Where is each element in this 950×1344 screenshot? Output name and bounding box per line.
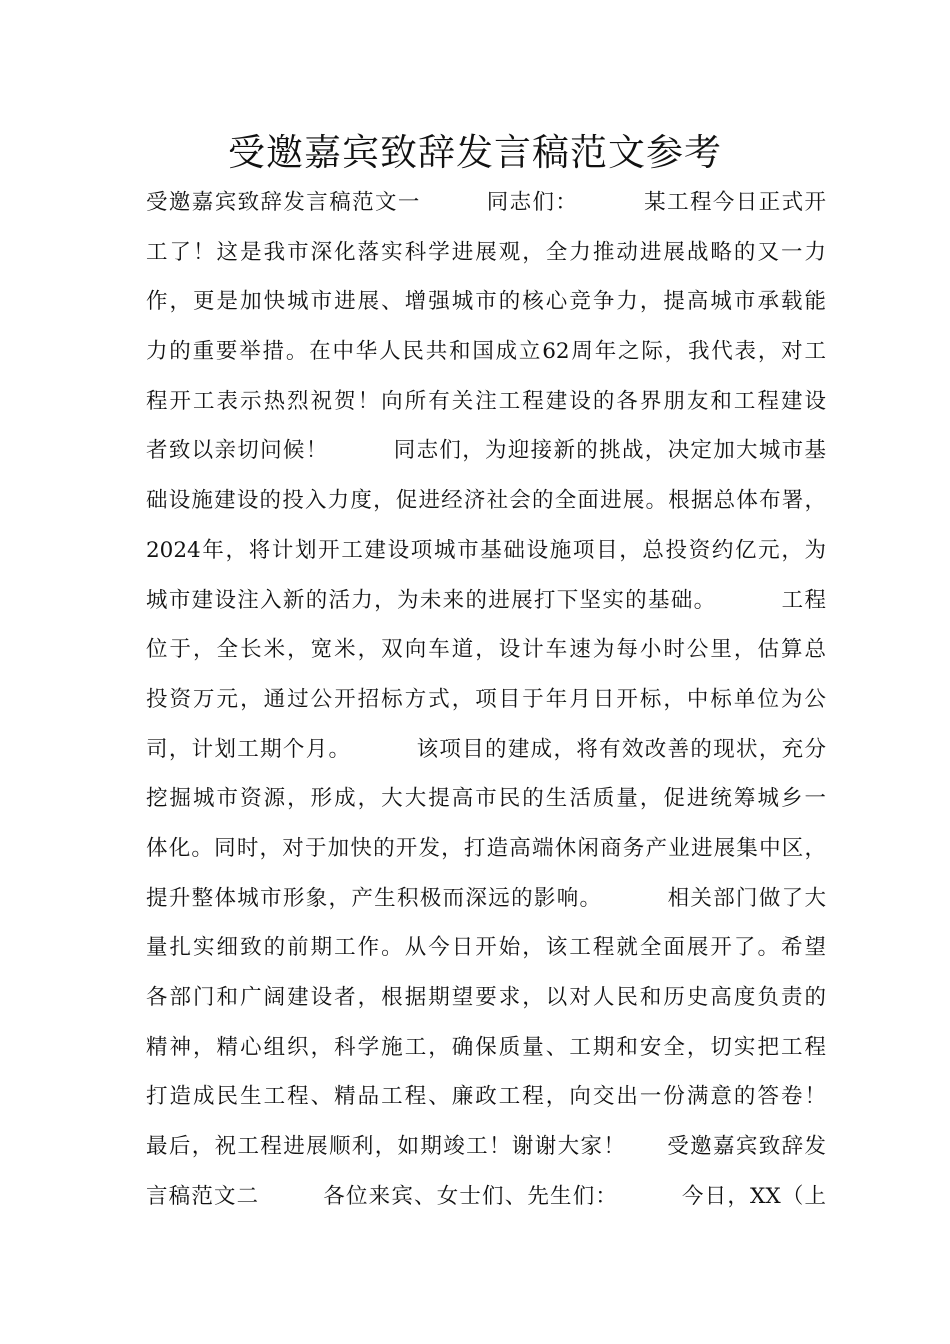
- text-line: 位于，全长米，宽米，双向车道，设计车速为每小时公里，估算总: [146, 637, 826, 663]
- document-title: 受邀嘉宾致辞发言稿范文参考: [228, 131, 722, 174]
- text-line: 体化。同时，对于加快的开发，打造高端休闲商务产业进展集中区，: [146, 835, 826, 861]
- text-line: 司，计划工期个月。 该项目的建成，将有效改善的现状，充分: [146, 736, 826, 762]
- text-line: 工了！这是我市深化落实科学进展观，全力推动进展战略的又一力: [146, 239, 826, 265]
- text-line: 挖掘城市资源，形成，大大提高市民的生活质量，促进统筹城乡一: [146, 786, 826, 812]
- text-line: 力的重要举措。在中华人民共和国成立62周年之际，我代表，对工: [146, 339, 826, 365]
- text-line: 投资万元，通过公开招标方式，项目于年月日开标，中标单位为公: [146, 686, 826, 712]
- text-line: 量扎实细致的前期工作。从今日开始，该工程就全面展开了。希望: [146, 935, 826, 961]
- text-line: 精神，精心组织，科学施工，确保质量、工期和安全，切实把工程: [146, 1034, 826, 1060]
- document-body: [146, 178, 826, 1221]
- text-line: 城市建设注入新的活力，为未来的进展打下坚实的基础。 工程: [146, 587, 826, 613]
- text-line: 础设施建设的投入力度，促进经济社会的全面进展。根据总体布署，: [146, 488, 826, 514]
- text-line: 提升整体城市形象，产生积极而深远的影响。 相关部门做了大: [146, 885, 826, 911]
- text-line: 者致以亲切问候！ 同志们，为迎接新的挑战，决定加大城市基: [146, 438, 826, 464]
- text-line: 受邀嘉宾致辞发言稿范文一 同志们： 某工程今日正式开: [146, 190, 826, 215]
- text-line: 程开工表示热烈祝贺！向所有关注工程建设的各界朋友和工程建设: [146, 388, 826, 414]
- text-line: 最后，祝工程进展顺利，如期竣工！谢谢大家！ 受邀嘉宾致辞发: [146, 1134, 826, 1160]
- text-line: 打造成民生工程、精品工程、廉政工程，向交出一份满意的答卷！: [146, 1084, 826, 1110]
- text-line: 言稿范文二 各位来宾、女士们、先生们： 今日，XX（上: [146, 1183, 826, 1209]
- text-line: 2024年，将计划开工建设项城市基础设施项目，总投资约亿元，为: [146, 537, 826, 563]
- text-line: 各部门和广阔建设者，根据期望要求，以对人民和历史高度负责的: [146, 985, 826, 1010]
- text-line: 作，更是加快城市进展、增强城市的核心竞争力，提高城市承载能: [146, 289, 826, 315]
